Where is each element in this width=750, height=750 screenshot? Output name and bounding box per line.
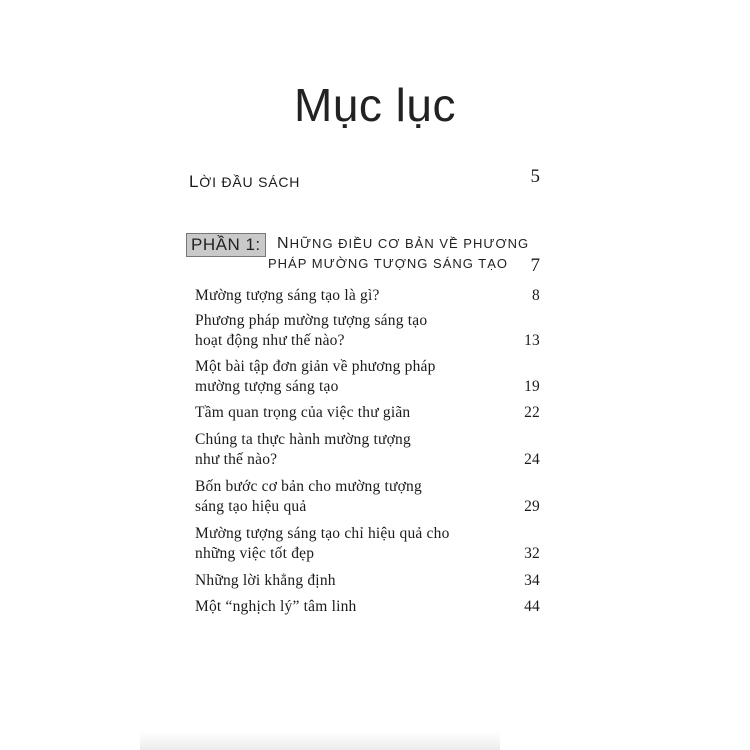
entry-line: Mường tượng sáng tạo là gì? — [195, 287, 380, 304]
toc-entry — [195, 286, 540, 306]
part-title-initial: N — [277, 235, 290, 252]
page-title: Mục lục — [294, 79, 456, 131]
entry-line: Chúng ta thực hành mường tượng — [195, 431, 411, 448]
entry-page-number: 22 — [524, 404, 540, 421]
toc-entry — [195, 571, 540, 591]
entry-page-number: 34 — [524, 572, 540, 589]
entry-line: mường tượng sáng tạo — [195, 378, 339, 395]
preface-page-number: 5 — [530, 166, 540, 187]
entry-line: Một “nghịch lý” tâm linh — [195, 598, 357, 615]
entry-line: Mường tượng sáng tạo chỉ hiệu quả cho — [195, 525, 450, 542]
entry-page-number: 8 — [532, 287, 540, 304]
entry-line: những việc tốt đẹp — [195, 545, 315, 562]
part-title-line-1-text: HỮNG ĐIỀU CƠ BẢN VỀ PHƯƠNG — [289, 236, 530, 251]
page-edge-shadow — [140, 732, 500, 750]
entry-line: sáng tạo hiệu quả — [195, 498, 307, 515]
toc-entry — [195, 597, 540, 617]
entry-page-number: 29 — [524, 498, 540, 515]
entry-page-number: 32 — [524, 545, 540, 562]
entry-line: như thế nào? — [195, 451, 278, 468]
toc-entry — [195, 524, 540, 564]
part-title-line-1 — [277, 233, 529, 255]
preface-label: ỜI ĐẦU SÁCH — [199, 174, 301, 190]
toc-entry — [195, 430, 540, 470]
entry-page-number: 13 — [524, 332, 540, 349]
entry-line: Phương pháp mường tượng sáng tạo — [195, 312, 428, 329]
preface-entry — [189, 172, 539, 192]
entry-line: hoạt động như thế nào? — [195, 332, 345, 349]
part-title-line-2: PHÁP MƯỜNG TƯỢNG SÁNG TẠO — [268, 256, 508, 271]
entry-line: Tầm quan trọng của việc thư giãn — [195, 404, 411, 421]
entry-line: Bốn bước cơ bản cho mường tượng — [195, 478, 422, 495]
entry-line: Một bài tập đơn giản về phương pháp — [195, 358, 436, 375]
toc-entry — [195, 477, 540, 517]
toc-entry — [195, 311, 540, 351]
part-badge: PHẦN 1: — [186, 233, 266, 257]
entry-page-number: 44 — [524, 598, 540, 615]
entry-page-number: 24 — [524, 451, 540, 468]
preface-label-initial: L — [189, 172, 200, 191]
part-page-number: 7 — [530, 255, 540, 276]
toc-entry — [195, 357, 540, 397]
entry-line: Những lời khẳng định — [195, 572, 336, 589]
entry-page-number: 19 — [524, 378, 540, 395]
toc-entry — [195, 403, 540, 423]
